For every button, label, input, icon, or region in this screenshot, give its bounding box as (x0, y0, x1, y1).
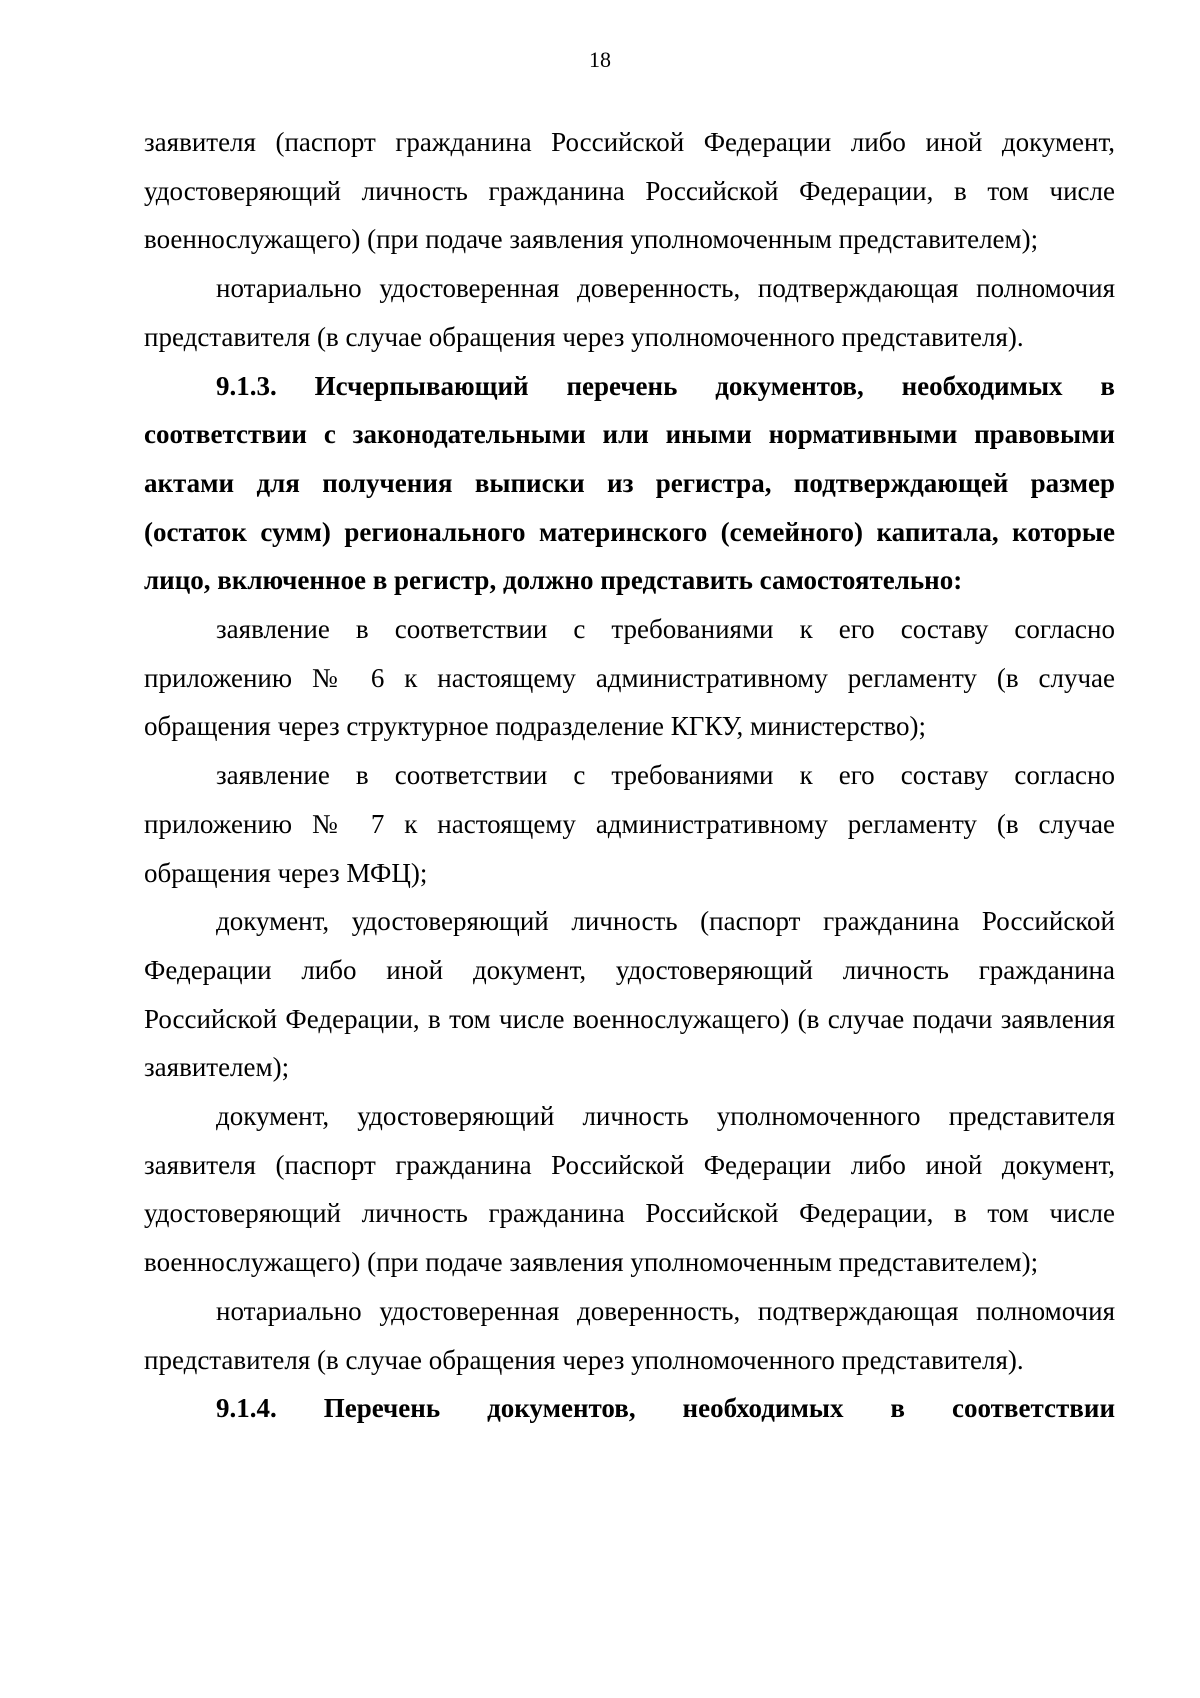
paragraph-notarized-power-of-attorney: нотариально удостоверенная доверенность, подтверждающая полномочия представителя (в случае обращения через уполномоченного представителя). (144, 273, 1115, 352)
paragraph-identity-document: документ, удостоверяющий личность (паспорт гражданина Российской Федерации либо иной документ, удостоверяющий личность гражданина Российской Федерации, в том числе военнослужащего) (в случае подачи заявления заявителем); (144, 906, 1115, 1083)
section-heading-9-1-4: 9.1.4. Перечень документов, необходимых в соответствии (216, 1393, 1115, 1424)
section-heading-9-1-3: 9.1.3. Исчерпывающий перечень документов, необходимых в соответствии с законодательными или иными нормативными правовыми актами для получения выписки из регистра, подтверждающей размер (остаток сумм) регионального материнского (семейного) капитала, которые лицо, включенное в регистр, должно представить самостоятельно: (144, 370, 1115, 596)
paragraph-notarized-power-of-attorney-2: нотариально удостоверенная доверенность, подтверждающая полномочия представителя (в случае обращения через уполномоченного представителя). (144, 1295, 1115, 1375)
page-number: 18 (589, 47, 611, 72)
paragraph-application-appendix-7: заявление в соответствии с требованиями к его составу согласно приложению № 7 к настоящему административному регламенту (в случае обращения через МФЦ); (144, 760, 1115, 888)
paragraph-representative-identity-document: документ, удостоверяющий личность уполномоченного представителя заявителя (паспорт гражданина Российской Федерации либо иной документ, удостоверяющий личность гражданина Российской Федерации, в том числе военнослужащего) (при подаче заявления уполномоченным представителем); (144, 1101, 1115, 1278)
document-body (144, 118, 1115, 1433)
paragraph-application-appendix-6: заявление в соответствии с требованиями к его составу согласно приложению № 6 к настоящему административному регламенту (в случае обращения через структурное подразделение КГКУ, министерство); (144, 614, 1115, 742)
paragraph-applicant-passport-continued: заявителя (паспорт гражданина Российской Федерации либо иной документ, удостоверяющий личность гражданина Российской Федерации, в том числе военнослужащего) (при подаче заявления уполномоченным представителем); (144, 127, 1115, 255)
